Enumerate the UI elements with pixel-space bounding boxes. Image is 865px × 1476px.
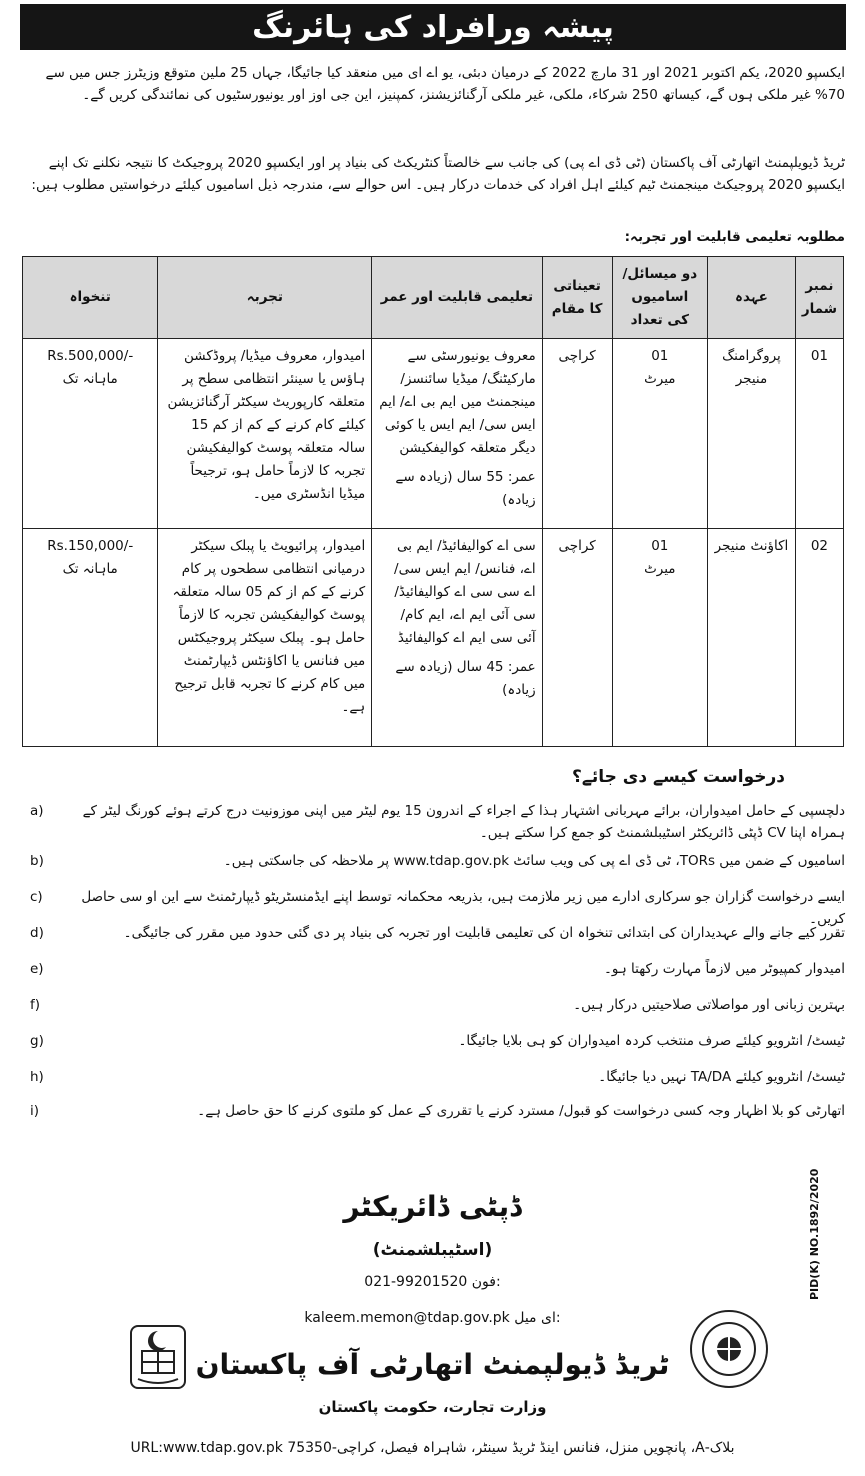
item-letter: f) <box>30 997 41 1013</box>
email-address[interactable]: kaleem.memon@tdap.gov.pk <box>304 1310 510 1326</box>
banner-title: پیشہ ورافراد کی ہائرنگ <box>20 4 846 50</box>
header-experience: تجربہ <box>158 257 372 339</box>
item-text: ٹیسٹ/ انٹرویو کیلئے TA/DA نہیں دیا جائیگا۔ <box>598 1069 845 1085</box>
organization-name: ٹریڈ ڈیولپمنٹ اتھارٹی آف پاکستان <box>195 1348 670 1381</box>
phone-line <box>0 1274 865 1290</box>
salary-amount: Rs.500,000/- <box>47 348 134 364</box>
list-item <box>30 994 845 1030</box>
ministry-name: وزارت تجارت، حکومت پاکستان <box>318 1398 547 1416</box>
item-text: دلچسپی کے حامل امیدواران، برائے مہربانی اشتہار ہذا کے اجراء کے اندرون 15 یوم لیٹر میں اپنی موزونیت درج کرتے ہوئے کورنگ لیٹر کے ہمراہ اپنا CV ڈپٹی ڈائریکٹر اسٹیبلشمنٹ کو جمع کرا سکتے ہیں۔ <box>82 803 845 841</box>
header-count: دو میسائل/ اسامیوں کی تعداد <box>612 257 708 339</box>
row-experience: امیدوار، معروف میڈیا/ پروڈکشن ہاؤس یا سینئر انتظامی سطح پر متعلقہ کارپوریٹ سیکٹر آرگنائزیشن کیلئے کام کرنے کے کم از کم 15 سالہ متعلقہ پوسٹ کوالیفکیشن تجربہ کا لازماً حامل ہو، ترجیحاً میڈیا انڈسٹری میں۔ <box>158 339 372 529</box>
list-item <box>30 958 845 994</box>
table-header-row <box>23 257 844 339</box>
row-qualification <box>372 339 542 529</box>
list-item <box>30 800 845 850</box>
website-url[interactable]: URL:www.tdap.gov.pk <box>130 1440 283 1456</box>
item-text: اتھارٹی کو بلا اظہار وجہ کسی درخواست کو قبول/ مسترد کرنے یا تقرری کے عمل کو ملتوی کرنے کا حق حاصل ہے۔ <box>197 1103 845 1119</box>
qualification-text: سی اے کوالیفائیڈ/ ایم بی اے، فنانس/ ایم ایس سی/ اے سی سی اے کوالیفائیڈ/ سی آئی ایم اے، ایم کام/ آئی سی ایم اے کوالیفائیڈ <box>394 538 536 646</box>
row-post: پروگرامنگ منیجر <box>708 339 796 529</box>
signatory-department: (اسٹیبلشمنٹ) <box>372 1240 493 1260</box>
salary-note: ماہانہ تک <box>62 561 118 577</box>
item-text: ٹیسٹ/ انٹرویو کیلئے صرف منتخب کردہ امیدواران کو ہی بلایا جائیگا۔ <box>458 1033 845 1049</box>
item-letter: h) <box>30 1069 44 1085</box>
item-letter: b) <box>30 853 44 869</box>
phone-number: 021-99201520 <box>364 1274 468 1290</box>
positions-table <box>22 256 844 747</box>
item-text: امیدوار کمپیوٹر میں لازماً مہارت رکھتا ہو۔ <box>603 961 845 977</box>
item-text: تقرر کیے جانے والے عہدیداران کی ابتدائی تنخواہ ان کی تعلیمی قابلیت اور تجربہ کی بنیاد پر دی گئی حدود میں مقرر کی جائیگی۔ <box>123 925 845 941</box>
item-letter: a) <box>30 803 44 819</box>
table-caption: مطلوبہ تعلیمی قابلیت اور تجربہ: <box>624 229 845 245</box>
row-serial: 01 <box>795 339 843 529</box>
item-text: اسامیوں کے ضمن میں TORs، ٹی ڈی اے پی کی ویب سائٹ www.tdap.gov.pk پر ملاحظہ کی جاسکتی ہیں۔ <box>223 853 845 869</box>
salary-amount: Rs.150,000/- <box>47 538 134 554</box>
row-count <box>612 529 708 747</box>
row-salary <box>23 339 158 529</box>
row-station: کراچی <box>542 339 612 529</box>
email-label: ای میل: <box>514 1310 561 1326</box>
qualification-text: معروف یونیورسٹی سے مارکیٹنگ/ میڈیا سائنسز/ مینجمنٹ میں ایم بی اے/ ایم ایس سی/ ایم ایس یا کوئی دیگر متعلقہ کوالیفکیشن <box>379 348 536 456</box>
count-value: 01 <box>651 538 669 554</box>
row-experience: امیدوار، پرائیویٹ یا پبلک سیکٹر درمیانی انتظامی سطحوں پر کام کرنے کے کم از کم 05 سالہ متعلقہ پوسٹ کوالیفکیشن تجربہ کا لازماً حامل ہو۔ پبلک سیکٹر پروجیکٹس میں فنانس یا اکاؤنٹس ڈیپارٹمنٹ میں کام کرنے کا تجربہ قابل ترجیح ہے۔ <box>158 529 372 747</box>
list-item <box>30 922 845 958</box>
count-quota: میرٹ <box>644 371 676 387</box>
address-line <box>0 1440 865 1456</box>
intro-paragraph-2: ٹریڈ ڈیویلپمنٹ اتھارٹی آف پاکستان (ٹی ڈی اے پی) کی جانب سے خالصتاً کنٹریکٹ کی بنیاد پر اور ایکسپو 2020 پروجیکٹ کا نتیجہ نکلنے تک اپنے ایکسپو 2020 پروجیکٹ مینجمنٹ ٹیم کیلئے اہل افراد کی خدمات درکار ہیں۔ اس حوالے سے، مندرجہ ذیل اسامیوں کیلئے درخواستیں مطلوب ہیں: <box>31 155 845 193</box>
how-to-apply-list <box>30 800 845 1136</box>
intro-paragraph-1: ایکسپو 2020، یکم اکتوبر 2021 اور 31 مارچ 2022 کے درمیان دبئی، یو اے ای میں منعقد کیا جائیگا، جہاں 25 ملین متوقع وزیٹرز جس میں سے 70% غیر ملکی ہوں گے، کیساتھ 250 شرکاء، ملکی، غیر ملکی آرگنائزیشنز، کمپنیز، این جی اوز اور یونیورسٹیوں کی نمائندگی کریں گے۔ <box>45 65 845 103</box>
row-post: اکاؤنٹ منیجر <box>708 529 796 747</box>
list-item <box>30 886 845 927</box>
row-station: کراچی <box>542 529 612 747</box>
item-letter: d) <box>30 925 44 941</box>
list-item <box>30 1030 845 1066</box>
item-letter: g) <box>30 1033 44 1049</box>
signatory-title: ڈپٹی ڈائریکٹر <box>343 1190 522 1223</box>
header-salary: تنخواہ <box>23 257 158 339</box>
age-limit: عمر: 45 سال (زیادہ سے زیادہ) <box>395 659 536 698</box>
item-letter: i) <box>30 1103 40 1119</box>
count-quota: میرٹ <box>644 561 676 577</box>
age-limit: عمر: 55 سال (زیادہ سے زیادہ) <box>395 469 536 508</box>
table-row <box>23 339 844 529</box>
postal-address: بلاک-A، پانچویں منزل، فنانس اینڈ ٹریڈ سینٹر، شاہراہ فیصل، کراچی-75350 <box>287 1440 735 1456</box>
item-text: بہترین زبانی اور مواصلاتی صلاحیتیں درکار ہیں۔ <box>573 997 845 1013</box>
table-row <box>23 529 844 747</box>
salary-note: ماہانہ تک <box>62 371 118 387</box>
list-item <box>30 850 845 886</box>
count-value: 01 <box>651 348 669 364</box>
row-salary <box>23 529 158 747</box>
row-serial: 02 <box>795 529 843 747</box>
item-letter: c) <box>30 889 43 905</box>
item-text: ایسے درخواست گزاران جو سرکاری ادارے میں زیر ملازمت ہیں، بذریعہ محکمانہ توسط اپنے ایڈمنسٹریٹو ڈیپارٹمنٹ سے این او سی حاصل کریں۔ <box>81 889 845 927</box>
list-item <box>30 1100 845 1136</box>
item-letter: e) <box>30 961 44 977</box>
header-serial: نمبر شمار <box>795 257 843 339</box>
row-qualification <box>372 529 542 747</box>
pid-number: PID(K) NO.1892/2020 <box>808 1168 821 1300</box>
header-qualification: تعلیمی قابلیت اور عمر <box>372 257 542 339</box>
phone-label: فون: <box>471 1274 501 1290</box>
header-station: تعیناتی کا مقام <box>542 257 612 339</box>
row-count <box>612 339 708 529</box>
how-to-apply-title: درخواست کیسے دی جائے؟ <box>572 767 785 787</box>
header-post: عہدہ <box>708 257 796 339</box>
list-item <box>30 1066 845 1100</box>
